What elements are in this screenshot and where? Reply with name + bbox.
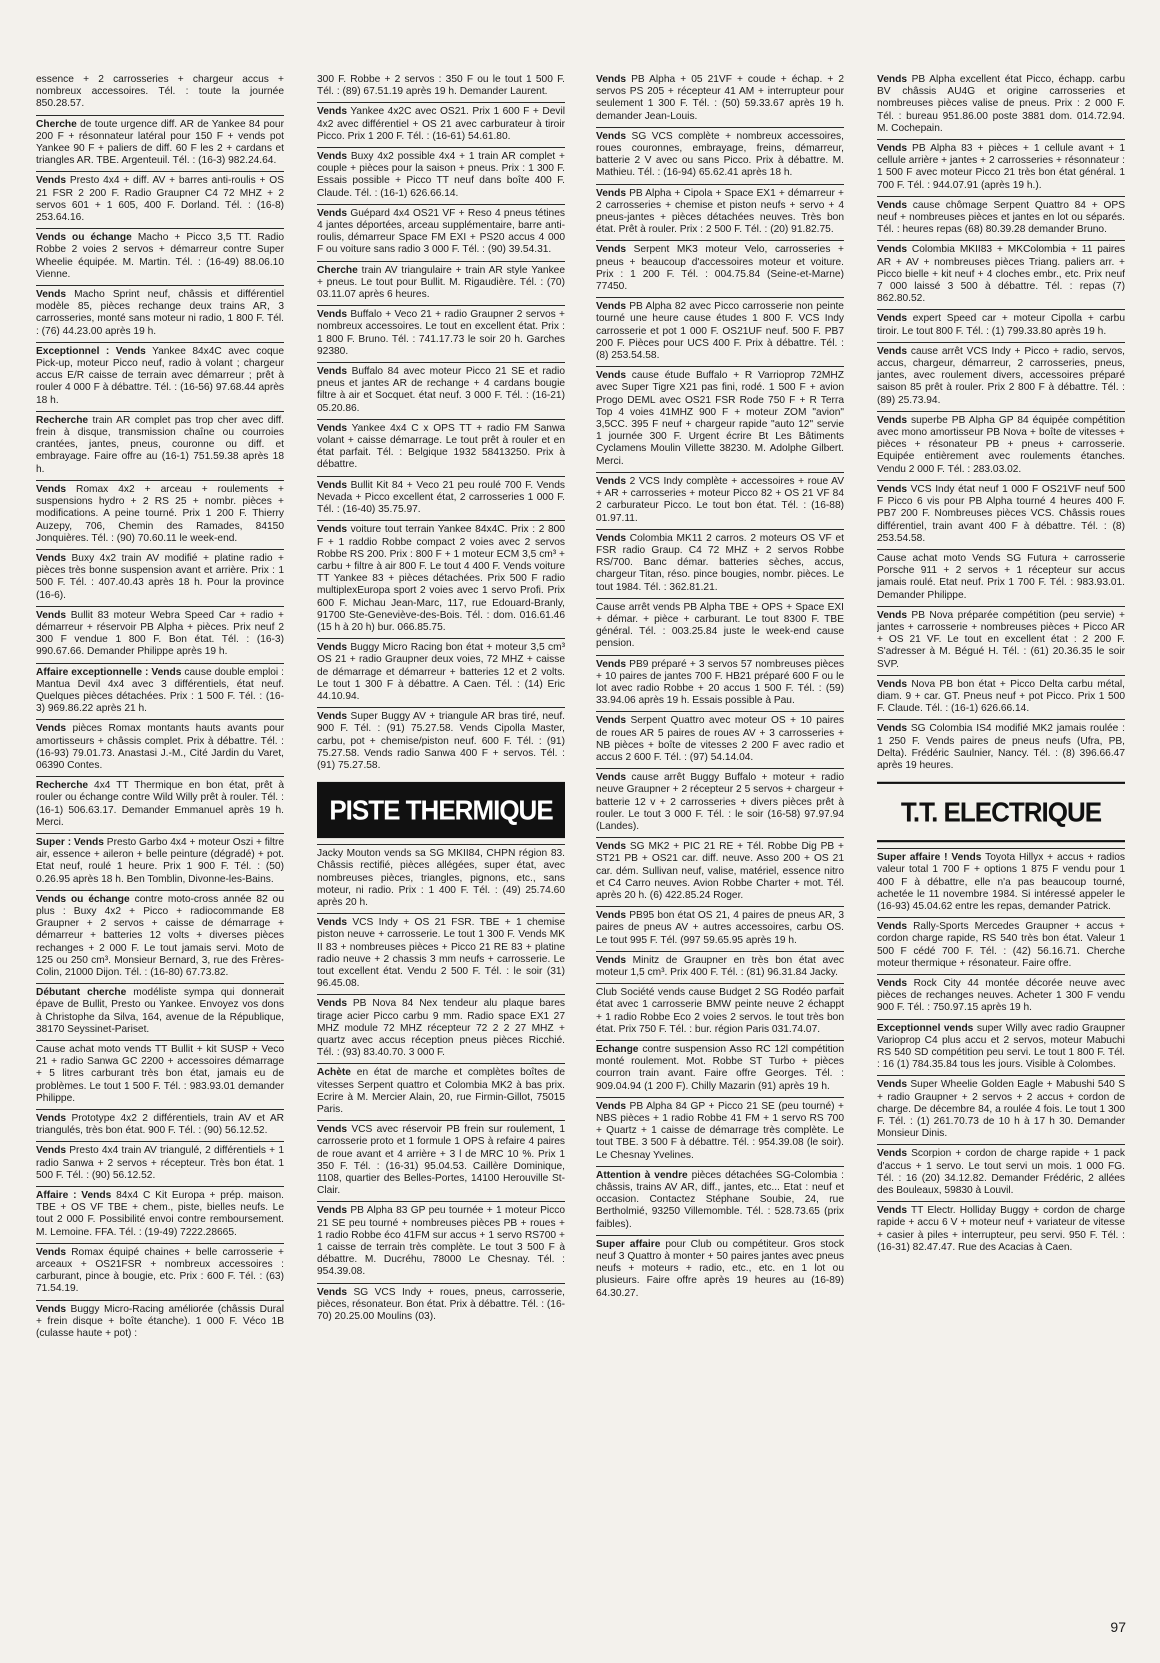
ad-lead: Vends: [317, 998, 348, 1010]
ad-text: train AV triangulaire + train AR style Yankee + pneus. Le tout pour Bullit. M. Rigaudière. Tél. : (70) 03.11.07 après 6 heures.: [317, 264, 565, 301]
page-number: 97: [1110, 1619, 1126, 1635]
ad-text: Buggy Micro Racing bon état + moteur 3,5 cm³ OS 21 + radio Graupner deux voies, 72 MHZ + caisse de démarrage et démarreur + batteries 12 et 2 volts. Le tout 1 300 F à débattre. A Caen. Tél. : (14) Eric 44.10.94.: [317, 642, 565, 702]
ad-lead: Vends: [317, 1286, 348, 1298]
classified-ad: [36, 228, 284, 285]
ad-lead: Vends: [596, 187, 627, 199]
classified-ad: [36, 1109, 284, 1141]
classified-ad: [317, 1120, 565, 1201]
ad-text: super Willy avec radio Graupner Varioprop C4 plus accu et 2 servos, moteur Mabuchi RS 540 SD compétition peu servi. Le tout 1 800 F. Tél. : 16 (1) 784.35.84 tous les jours. Visible à Colombes.: [877, 1022, 1125, 1071]
classified-ad: [36, 549, 284, 606]
classified-ad: [596, 184, 844, 241]
ad-text: modéliste sympa qui donnerait épave de Bullit, Presto ou Yankee. Envoyez vos dons à Christophe da Silva, 164, avenue de la République, 38170 Seyssinet-Pariset.: [36, 987, 284, 1035]
classified-ad: [596, 598, 844, 655]
ad-lead: Vends ou échange: [36, 893, 130, 905]
ad-lead: Vends: [877, 414, 908, 426]
ad-text: 300 F. Robbe + 2 servos : 350 F ou le tout 1 500 F. Tél. : (89) 67.51.19 après 19 h. Demander Laurent.: [317, 74, 565, 98]
classified-ad: [877, 848, 1125, 917]
ad-text: Yankee 4x4 C x OPS TT + radio FM Sanwa volant + caisse démarrage. Le tout prêt à rouler et en état parfait. Tél. : Belgique 1932 58413250. Prix à débattre.: [317, 422, 565, 471]
ad-lead: Vends: [877, 1148, 908, 1160]
classified-ad: [36, 776, 284, 833]
classified-ad: [317, 844, 565, 913]
ad-lead: Recherche: [36, 414, 89, 426]
ad-lead: Exceptionnel vends: [877, 1022, 974, 1034]
ad-text: PB Alpha 82 avec Picco carrosserie non peinte tourné une heure cause études 1 800 F. VCS Indy carrosserie et pot 1 000 F. OS21UF neuf. 500 F. PB7 200 F. Pièces pour UCS 400 F. Prix à débattre. Tél. : (8) 253.54.58.: [596, 301, 844, 362]
ad-lead: Vends: [596, 532, 627, 544]
ad-lead: Super affaire ! Vends: [877, 852, 982, 864]
classified-ad: [317, 994, 565, 1063]
classified-ad: [877, 480, 1125, 549]
ad-text: Super Buggy AV + triangule AR bras tiré, neuf. 900 F. Tél. : (91) 75.27.58. Vends Cipolla Master, carbu, pot + chemise/piston neuf. 600 F. Tél. : (91) 75.27.58. Vends radio Sanwa 400 F + servos. Tél. : (91) 75.27.58.: [317, 711, 565, 771]
ad-lead: Vends: [317, 479, 348, 491]
ad-text: Romax équipé chaines + belle carrosserie + arceaux + OS21FSR + nombreux accessoires : carburant, pince à bougie, etc. Prix : 600 F. Tél. : (63) 71.54.19.: [36, 1246, 284, 1295]
classified-ad: [596, 951, 844, 983]
ad-text: essence + 2 carrosseries + chargeur accus + nombreux accessoires. Tél. : toute la journée 850.28.57.: [36, 74, 284, 110]
ad-text: en état de marche et complètes boîtes de vitesses Serpent quattro et Colombia MK2 à bas prix. Ecrire à M. Mercier Alain, 20, rue Firmin-Gillot, 75015 Paris.: [317, 1067, 565, 1116]
ad-lead: Cherche: [36, 118, 77, 130]
ad-lead: Vends: [596, 475, 627, 487]
ad-lead: Vends: [317, 151, 348, 163]
classified-ad: [36, 1040, 284, 1109]
ad-text: pièces Romax montants hauts avants pour amortisseurs + châssis complet. Prix à débattre. Tél. : (16-93) 79.01.73. Anastasi J.-M., Cité Jardin du Varet, 06390 Contes.: [36, 723, 284, 771]
classified-ad: [877, 719, 1125, 776]
ad-text: PB Nova 84 Nex tendeur alu plaque bares tirage acier Picco carbu 9 mm. Radio space EX1 27 MHZ module 72 MHZ récepteur 72 2 2 27 MHZ + quartz avec accus réception pneus pièces Ricchié. Tél. : (93) 83.40.70. 3 000 F.: [317, 998, 565, 1059]
ad-lead: Vends: [36, 552, 67, 564]
classified-ad: [877, 309, 1125, 341]
ad-text: Cause achat moto vends TT Bullit + kit SUSP + Veco 21 + radio Sanwa GC 2200 + accessoires démarrage + 5 litres carburant très bon état, jamais eu de problèmes. Le tout 1 500 F. Tél. : 983.93.01 demander Philippe.: [36, 1044, 284, 1104]
classified-ad: [596, 1235, 844, 1304]
classified-ad: [317, 362, 565, 419]
ad-text: expert Speed car + moteur Cipolla + carbu tiroir. Le tout 800 F. Tél. : (1) 799.33.80 après 19 h.: [877, 313, 1125, 337]
classified-ad: [877, 411, 1125, 480]
ad-text: pièces détachées SG-Colombia : châssis, trains AV AR, diff., jantes, etc... Etat : neuf et occasion. Contactez Stéphane Soubie, 24, rue Bertholmié, 93250 Villemomble. Tél. : 528.73.65 (prix faibles).: [596, 1169, 844, 1230]
classified-ad: [36, 983, 284, 1040]
ad-text: train AR complet pas trop cher avec diff. frein à disque, transmission chaîne ou courroies crantées, jantes, pneus, couronne ou diff. et embrayage. Faire offre au (16-1) 751.59.38 après 18 h.: [36, 414, 284, 475]
ad-lead: Vends: [877, 609, 908, 621]
ad-lead: Vends ou échange: [36, 232, 132, 244]
ad-text: Yankee 84x4C avec coque Pick-up, moteur Picco neuf, radio à volant ; chargeur accus E/R caisse de terrain avec démarreur ; prêt à rouler 4 000 F à débattre. Tél. : (16-56) 97.68.44 après 18 h.: [36, 345, 284, 406]
ad-lead: Vends: [36, 609, 67, 621]
classified-ad: [596, 297, 844, 366]
ad-text: Super Wheelie Golden Eagle + Mabushi 540 S + radio Graupner + 2 servos + 2 accus + cordon de charge. De décembre 84, a roulée 4 fois. Le tout 1 300 F. Tél. : (1) 261.70.73 de 10 h à 17 h 30. Demander Monsieur Dinis.: [877, 1079, 1125, 1140]
classified-ad: [596, 711, 844, 768]
ad-text: Toyota Hillyx + accus + radios valeur total 1 700 F + options 1 875 F vendu pour 1 400 F à débattre, elle n'a pas beaucoup tourné, achetée le 11 novembre 1984. Si intéressé appeler le (16-93) 45.04.62 entre les repas, demander Patrick.: [877, 852, 1125, 912]
classified-ad: [317, 707, 565, 776]
ad-text: cause étude Buffalo + R Varrioprop 72MHZ avec Super Tigre X21 pas fini, rodé. 1 500 F + avion Progo DEML avec OS21 FSR Rode 750 F + R Terra Top 4 voies 41MHZ 900 F + moteur ZOM "avion" 3,5CC. 395 F neuf + chargeur rapide "auto 12" servie 1 journée 300 F. Urgent écrire Bt Les Bâtiments Cyclamens Moulin Villette 38230. M. Adolphe Gilbert. Merci.: [596, 370, 844, 467]
classified-ad: [596, 472, 844, 529]
classified-ad: [877, 240, 1125, 309]
ad-lead: Achète: [317, 1067, 351, 1079]
classified-ad: [596, 906, 844, 951]
classified-ad: [36, 719, 284, 776]
ad-lead: Recherche: [36, 780, 89, 792]
classified-ad: [596, 837, 844, 906]
ad-text: cause arrêt Buggy Buffalo + moteur + radio neuve Graupner + 2 récepteur 2 5 servos + chargeur + batterie 12 v + 2 carrosseries + divers pièces prêt à rouler. Le tout 3 000 F. Tél. : le soir (16-58) 97.97.94 (Landes).: [596, 772, 844, 832]
ad-lead: Vends: [596, 74, 627, 85]
ad-text: PB9 préparé + 3 servos 57 nombreuses pièces + 10 paires de jantes 700 F. HB21 préparé 600 F ou le lot avec radio Robbe + 20 accus 1 500 F. Tél. : (59) 33.94.06 après 19 h. Essais possible à Pau.: [596, 658, 844, 707]
classified-ad: [317, 1283, 565, 1328]
ad-text: Serpent MK3 moteur Velo, carrosseries + pneus + beaucoup d'accessoires moteur et voiture. Prix : 1 200 F. Tél. : 004.75.84 (Seine-et-Marne) 77450.: [596, 244, 844, 293]
ad-lead: Vends: [596, 1100, 627, 1112]
ad-lead: Vends: [317, 524, 348, 536]
ad-text: SG MK2 + PIC 21 RE + Tél. Robbe Dig PB + ST21 PB + OS21 car. diff. neuve. Asso 200 + OS 21 car. dém. Sullivan neuf, valise, matériel, essence nitro et C4 Carro neuves. Avion Robbe Charter + mot. Tél. après 20 h. (6) 422.85.24 Roger.: [596, 841, 844, 901]
ad-text: Buxy 4x2 train AV modifié + platine radio + pièces très bonne suspension avant et arrière. Prix : 1 500 F. Tél. : 407.40.43 après 18 h. Pour la province (16-6).: [36, 552, 284, 601]
classified-ad: [36, 1243, 284, 1300]
ad-lead: Vends: [317, 917, 348, 929]
ad-lead: Vends: [317, 366, 348, 378]
classified-ad: [317, 261, 565, 306]
ad-text: Minitz de Graupner en très bon état avec moteur 1,5 cm³. Prix 400 F. Tél. : (81) 96.31.84 Jacky.: [596, 954, 844, 978]
ad-text: Yankee 4x2C avec OS21. Prix 1 600 F + Devil 4x2 avec différentiel + OS 21 avec carburateur à tiroir Picco. Prix 1 200 F. Tél. : (16-61) 54.61.80.: [317, 106, 565, 142]
ad-text: Buxy 4x2 possible 4x4 + 1 train AR complet + couple + pièces pour la saison + pneus. Prix : 1 300 F. Essais possible + Picco TT neuf dans boîte 400 F. Claude. Tél. : (16-1) 626.66.14.: [317, 151, 565, 199]
ad-lead: Vends: [877, 199, 908, 211]
ad-text: 4x4 TT Thermique en bon état, prêt à rouler ou échange contre Wild Willy prêt à rouler. Tél. : (16-1) 506.63.17. Demander Emmanuel après 19 h. Merci.: [36, 780, 284, 828]
classified-ad: [36, 1300, 284, 1345]
ad-text: cause arrêt VCS Indy + Picco + radio, servos, accus, chargeur, démarreur, 2 carrosseries, pneus, jantes, avec roulement divers, accessoires préparé saison 85 prêt à rouler. Prix 2 800 F à débattre. Tél. : (89) 25.73.94.: [877, 345, 1125, 406]
column-3: [596, 74, 844, 1634]
ad-text: Bullit 83 moteur Webra Speed Car + radio + démarreur + réservoir PB Alpha + pièces. Prix neuf 2 300 F vendue 1 800 F. Bon état. Tél. : (16-3) 990.67.66. Demander Philippe après 19 h.: [36, 609, 284, 658]
ad-text: PB Alpha + 05 21VF + coude + échap. + 2 servos PS 205 + récepteur 41 AM + interrupteur pour seulement 1 300 F. Tél. : (50) 59.33.67 après 19 h. demander Jean-Louis.: [596, 74, 844, 122]
classified-ad: [317, 305, 565, 362]
ad-text: 2 VCS Indy complète + accessoires + roue AV + AR + carrosseries + moteur Picco 82 + OS 21 VF 84 2 carburateur Picco. Le tout bon état. Tél. : (16-88) 01.97.11.: [596, 475, 844, 524]
ad-text: PB Alpha + Cipola + Space EX1 + démarreur + 2 carrosseries + chemise et piston neufs + servo + 4 pneus-jantes + pièces détachées neuves. Très bon état. Prêt à rouler. Prix : 2 500 F. Tél. : (20) 91.82.75.: [596, 187, 844, 236]
ad-text: Club Société vends cause Budget 2 SG Rodéo parfait état avec 1 carrosserie BMW peinte neuve 2 échappt + 1 radio Robbe Eco 2 voies 2 servos. le tout très bon état. Prix 750 F. Tél. : bur. région Paris 031.74.07.: [596, 987, 844, 1035]
classified-ad: [596, 127, 844, 184]
classified-ad: [36, 285, 284, 342]
ad-text: SG Colombia IS4 modifié MK2 jamais roulée : 1 250 F. Vends paires de pneus neufs (Ufra, PB, Delta). Frédéric Saulnier, Nancy. Tél. : (8) 396.66.47 après 19 heures.: [877, 723, 1125, 771]
classified-ad: [317, 1063, 565, 1120]
ad-lead: Vends: [877, 977, 908, 989]
ad-text: cause chômage Serpent Quattro 84 + OPS neuf + nombreuses pièces et jantes en lot ou séparés. Tél. : heures repas (68) 80.39.28 demander Bruno.: [877, 199, 1125, 236]
classified-ad: [877, 1144, 1125, 1201]
ad-lead: Vends: [596, 841, 627, 853]
ad-lead: Vends: [877, 313, 908, 325]
classified-ad: [877, 74, 1125, 139]
ad-text: Jacky Mouton vends sa SG MKII84, CHPN région 83. Châssis rectifié, pièces allégées, super état, avec nombreuses pièces, triangles, pignons, etc., sans moteur, ni radio. Prix : 1 400 F. Tél. : (49) 25.74.60 après 20 h.: [317, 848, 565, 908]
ad-lead: Vends: [36, 175, 67, 187]
ad-text: Presto Garbo 4x4 + moteur Oszi + filtre air, essence + aileron + belle peinture (dégradé) + pot. Etat neuf, roulé 1 heure. Prix 1 900 F. Tél. : (50) 0.26.95 après 18 h. Ben Tomblin, Divonne-les-Bains.: [36, 836, 284, 885]
classified-ad: [36, 115, 284, 172]
ad-lead: Vends: [596, 130, 627, 142]
ad-lead: Affaire exceptionnelle : Vends: [36, 666, 182, 678]
ad-lead: Vends: [317, 1124, 348, 1136]
ad-lead: Vends: [36, 723, 67, 735]
ad-lead: Vends: [317, 207, 348, 219]
classified-ad: [36, 411, 284, 480]
classified-ad: [317, 419, 565, 476]
classified-ad: [596, 655, 844, 712]
ad-lead: Vends: [877, 74, 908, 85]
classified-ad: [596, 1166, 844, 1235]
ad-lead: Vends: [596, 954, 627, 966]
classified-ad: [36, 480, 284, 549]
classified-ad: [317, 476, 565, 521]
ad-text: PB95 bon état OS 21, 4 paires de pneus AR, 3 paires de pneus AV + autres accessoires, carbu OS. Le tout 995 F. Tél. (997 59.65.95 après 19 h.: [596, 910, 844, 946]
ad-text: Colombia MK11 2 carros. 2 moteurs OS VF et FSR radio Graup. C4 72 MHZ + 2 servos Robbe RS/700. Banc démar. batteries sèches, accus, chargeur Titan, réso. pince bougies, nombr. pièces. Le tout 1984. Tél. : 362.81.21.: [596, 532, 844, 593]
ad-lead: Vends: [596, 772, 627, 784]
classified-ad: [317, 204, 565, 261]
ad-text: superbe PB Alpha GP 84 équipée compétition avec mono amortisseur PB Nova + boîte de vitesses + pièces + résonateur PB + pneus + carrosserie. Equipée entièrement avec roulements étanches. Vendu 2 000 F. Tél. : 283.03.02.: [877, 414, 1125, 475]
ad-text: PB Alpha 83 GP peu tournée + 1 moteur Picco 21 SE peu tourné + nombreuses pièces PB + roues + 1 radio Robbe éco 41FM sur accus + 1 servo RS700 + 1 caisse de terrain très complète. Le tout 3 500 F à débattre. M. Ducréhu, 78000 Le Chesnay. Tél. : 954.39.08.: [317, 1205, 565, 1278]
ad-lead: Vends: [317, 711, 348, 723]
ad-lead: Vends: [877, 345, 908, 357]
classified-ad: [317, 913, 565, 994]
ad-lead: Vends: [36, 289, 67, 301]
ad-text: VCS Indy + OS 21 FSR. TBE + 1 chemise piston neuve + carrosserie. Le tout 1 300 F. Vends MK II 83 + nombreuses pièces + Picco 21 RE 83 + platine radio neuve + 2 chassis 3 mm neufs + carrosserie. Le tout excellent état. Vendu 2 500 F. Tél. : le soir (31) 96.45.08.: [317, 917, 565, 990]
ad-text: Macho Sprint neuf, châssis et différentiel modèle 85, pièces rechange deux trains AR, 3 carrosseries, monté sans moteur ni radio, 1 800 F. Tél. : (76) 44.23.00 après 19 h.: [36, 289, 284, 337]
ad-text: Rally-Sports Mercedes Graupner + accus + cordon charge rapide, RS 540 très bon état. Valeur 1 500 F cédé 700 F. Tél. : (42) 56.16.71. Cherche moteur thermique + résonateur. Faire offre.: [877, 921, 1125, 969]
ad-text: TT Electr. Holliday Buggy + cordon de charge rapide + accu 6 V + moteur neuf + variateur de vitesse + casier à piles + interrupteur, peu servi. 950 F. Tél. : (16-31) 82.47.47. Rue des Acacias à Caen.: [877, 1205, 1125, 1253]
classified-ad: [36, 663, 284, 720]
classified-ad: [877, 549, 1125, 606]
classified-ad: [596, 529, 844, 598]
ad-text: voiture tout terrain Yankee 84x4C. Prix : 2 800 F + 1 raddio Robbe compact 2 voies avec 2 servos Robbe RS 200. Prix : 800 F + 1 moteur ECM 3,5 cm³ + carbu + filtre à air 800 F. Le tout 4 400 F. Vends voiture TT Yankee 83 + pièces détachées. Prix 500 F radio multiplexEuropa sport 2 voies avec 1 servo Profi. Prix 600 F. Michau Jean-Marc, 117, rue Edouard-Branly, 91700 Ste-Geneviève-des-Bois. Tél. : dom. 016.61.46 (15 h à 20 h) bur. 066.85.75.: [317, 524, 565, 633]
ad-lead: Vends: [596, 715, 627, 727]
classified-ad: [596, 366, 844, 472]
ad-lead: Vends: [36, 1113, 67, 1125]
ad-text: Rock City 44 montée décorée neuve avec pièces de rechanges neuves. Acheter 1 300 F vendu 900 F. Tél. : 750.97.15 après 19 h.: [877, 977, 1125, 1014]
classified-ad: [36, 833, 284, 890]
ad-text: Prototype 4x2 2 différentiels, train AV et AR triangulés, très bon état. 900 F. Tél. : (90) 56.12.52.: [36, 1113, 284, 1137]
ad-lead: Vends: [877, 678, 908, 690]
ad-text: Colombia MKII83 + MKColombia + 11 paires AR + AV + nombreuses pièces Triang. paliers arr. + Picco bielle + kit neuf + 4 cloches embr., etc. Prix neuf 7 000 laissé 3 500 à débattre. Tél. : repas (7) 862.80.52.: [877, 244, 1125, 305]
ad-lead: Attention à vendre: [596, 1169, 688, 1181]
ad-lead: Vends: [317, 309, 348, 321]
classified-ad: [596, 768, 844, 837]
column-1: [36, 74, 284, 1634]
classified-ad: [877, 974, 1125, 1019]
ad-text: Buffalo 84 avec moteur Picco 21 SE et radio pneus et jantes AR de rechange + 4 cardans bougie filtre à air et Socquet. état neuf. 3 000 F. Tél. : (16-21) 05.20.86.: [317, 366, 565, 414]
ad-lead: Echange: [596, 1044, 639, 1056]
ad-text: Cause arrêt vends PB Alpha TBE + OPS + Space EXI + démar. + pièce + carburant. Le tout 8300 F. TBE général. Tél. : 003.25.84 juste le week-end cause pension.: [596, 601, 844, 650]
ad-lead: Vends: [877, 1205, 908, 1217]
ad-text: VCS avec réservoir PB frein sur roulement, 1 carrosserie proto et 1 formule 1 OPS à refaire 4 paires de roue avant et 4 arrière + 3 l de MRC 10 %. Prix 1 350 F. Tél. : (16-31) 95.04.53. Caillère Dominique, 1108, quartier des Belles-Portes, 14100 Herouville St-Clair.: [317, 1124, 565, 1197]
ad-lead: Vends: [317, 1205, 348, 1217]
ad-text: PB Nova préparée compétition (peu servie) + jantes + carrosserie + nombreuses pièces + Picco AR + OS 21 VF. Le tout en excellent état : 2 200 F. S'adresser à M. Bégué H. Tél. : (61) 20.36.35 le soir SVP.: [877, 609, 1125, 670]
ad-lead: Super affaire: [596, 1238, 661, 1250]
classified-ad: [317, 520, 565, 638]
ad-lead: Vends: [596, 244, 627, 256]
classified-ad: [36, 606, 284, 663]
ad-text: Bullit Kit 84 + Veco 21 peu roulé 700 F. Vends Nevada + Picco excellent état, 2 carrosseries 1 000 F. Tél. : (16-40) 35.75.97.: [317, 479, 565, 516]
ad-lead: Vends: [877, 1079, 908, 1091]
classified-ad: [596, 983, 844, 1040]
ad-lead: Affaire : Vends: [36, 1190, 112, 1202]
ad-text: cause double emploi : Mantua Devil 4x4 avec 3 différentiels, état neuf. Quelques pièces détachées. Prix : 1 500 F. Tél. : (16-3) 969.86.22 après 21 h.: [36, 666, 284, 715]
ad-text: Cause achat moto Vends SG Futura + carrosserie Porsche 911 + 2 servos + 1 récepteur sur accus jamais roulé. Etat neuf. Prix 1 700 F. Tél. : 983.93.01. Demander Philippe.: [877, 552, 1125, 601]
ad-text: contre moto-cross année 82 ou plus : Buxy 4x2 + Picco + radiocommande E8 Graupner + 2 servos + caisse de démarrage + démarreur + batteries 12 volts + diverses pièces rechanges + 2 000 F. Le tout jamais servi. Moto de 125 ou 250 cm³. Monsieur Bernard, 3, rue des Frères-Colin, 21000 Dijon. Tél. : (16-80) 67.73.82.: [36, 893, 284, 978]
classified-ad: [877, 196, 1125, 241]
classified-ad: [36, 1186, 284, 1243]
section-heading-tt-electrique: T.T. ELECTRIQUE: [877, 782, 1125, 842]
ad-text: Romax 4x2 + arceau + roulements + suspensions hydro + 2 RS 25 + nombr. pièces + modifications. A peine tourné. Prix 1 200 F. Thierry Auzepy, 706, Chemin des Ramades, 84150 Jonquières. Tél. : (90) 70.60.11 le week-end.: [36, 483, 284, 544]
classified-ad: [877, 1019, 1125, 1076]
ad-text: 84x4 C Kit Europa + prép. maison. TBE + OS VF TBE + chem., piste, bielles neufs. Le tout 2 000 F. Possibilité envoi contre remboursement. M. Lemoine. FFA. Tél. : (19-49) 7222.28665.: [36, 1190, 284, 1238]
ad-text: Scorpion + cordon de charge rapide + 1 pack d'accus + 1 servo. Le tout servi un mois. 1 000 FG. Tél. : 16 (20) 34.12.82. Demander Frédéric, 2 allées des Bouleaux, 59830 à Louvil.: [877, 1148, 1125, 1197]
ad-lead: Vends: [596, 301, 627, 313]
classified-ad: [596, 74, 844, 127]
classified-ad: [596, 240, 844, 297]
ad-text: de toute urgence diff. AR de Yankee 84 pour 200 F + résonnateur latéral pour 150 F + vends pot Yankee 90 F + paliers de diff. 60 F les 2 + cardans et triangles AR. TBE. Argenteuil. Tél. : (16-3) 982.24.64.: [36, 118, 284, 167]
ad-text: PB Alpha excellent état Picco, échapp. carbu BV châssis AU4G et origine carrosseries et nombreuses pièces valise de pneus. Prix : 2 000 F. Tél. : bureau 951.86.00 poste 3881 dom. 014.72.94. M. Cochepain.: [877, 74, 1125, 134]
ad-lead: Vends: [317, 642, 348, 654]
ad-text: SG VCS complète + nombreux accessoires, roues couronnes, embrayage, freins, démarreur, batterie 2 V avec ou sans Picco. Prix à débattre. M. Mathieu. Tél. : (16-94) 65.62.41 après 18 h.: [596, 130, 844, 179]
ad-lead: Exceptionnel : Vends: [36, 345, 146, 357]
classified-ad: [36, 342, 284, 411]
ad-text: Macho + Picco 3,5 TT. Radio Robbe 2 voies 2 servos + démarreur contre Super Wheelie équipée. M. Martin. Tél. : (16-49) 88.06.10 Vienne.: [36, 232, 284, 280]
ad-text: PB Alpha 84 GP + Picco 21 SE (peu tourné) + NBS pièces + 1 radio Robbe 41 FM + 1 servo RS 700 + Quartz + 1 caisse de démarrage très complète. Le tout TBE. 3 500 F à débattre. Tél. : 954.39.08 (le soir). Le Chesnay Yvelines.: [596, 1100, 844, 1161]
classified-ad: [36, 171, 284, 228]
ad-text: PB Alpha 83 + pièces + 1 cellule avant + 1 cellule arrière + jantes + 2 carrosseries + résonnateur : 1 500 F avec moteur Picco 21 très bon état général. 1 700 F. Tél. : 944.07.91 (après 19 h.).: [877, 143, 1125, 191]
classified-ad: [877, 342, 1125, 411]
ad-lead: Vends: [317, 422, 348, 434]
ad-text: Presto 4x4 train AV triangulé, 2 différentiels + 1 radio Sanwa + 2 servos + récepteur. Très bon état. 1 500 F. Tél. : (90) 56.12.52.: [36, 1145, 284, 1181]
ad-lead: Vends: [877, 921, 908, 933]
column-4: [877, 74, 1125, 1594]
ad-lead: Vends: [596, 910, 627, 922]
ad-text: Buffalo + Veco 21 + radio Graupner 2 servos + nombreux accessoires. Le tout en excellent état. Prix : 1 800 F. Bruno. Tél. : 741.17.73 le soir 20 h. Garches 92380.: [317, 309, 565, 357]
column-2: [317, 74, 565, 1634]
ad-text: contre suspension Asso RC 12l compétition monté roulement. Mot. Robbe ST Turbo + pièces courron train avant. Faire offre Georges. Tél. : 909.04.94 (1 200 F). Chilly Mazarin (91) après 19 h.: [596, 1044, 844, 1092]
ad-lead: Vends: [877, 483, 908, 495]
ad-lead: Vends: [36, 1145, 67, 1157]
classified-ad: [317, 74, 565, 102]
classified-ad: [36, 74, 284, 115]
section-heading-piste-thermique: PISTE THERMIQUE: [317, 782, 565, 838]
ad-text: VCS Indy état neuf 1 000 F OS21VF neuf 500 F Picco 6 vis pour PB Alpha tourné 4 heures 400 F. PB7 200 F. Nombreuses pièces VCS. Châssis roues différentiel, train avant 400 F à débattre. Tél. : (8) 253.54.58.: [877, 483, 1125, 544]
classified-ad: [877, 606, 1125, 675]
ad-text: Serpent Quattro avec moteur OS + 10 paires de roues AR 5 paires de roues AV + 3 carrosseries + NB pièces + boîte de vitesses 2 200 F avec radio et accus 2 600 F. Tél. : (97) 54.14.04.: [596, 715, 844, 763]
classified-ad: [877, 1201, 1125, 1258]
ad-text: Presto 4x4 + diff. AV + barres anti-roulis + OS 21 FSR 2 200 F. Radio Graupner C4 72 MHZ + 2 servos 601 + 1 605, 400 F. Dorland. Tél. : (16-8) 253.64.16.: [36, 175, 284, 224]
classified-ad: [596, 1097, 844, 1166]
classified-ad: [877, 675, 1125, 720]
classified-ad: [877, 917, 1125, 974]
ad-lead: Cherche: [317, 264, 358, 276]
ad-text: SG VCS Indy + roues, pneus, carrosserie, pièces, résonateur. Bon état. Prix à débattre. Tél. : (16-70) 20.25.00 Moulins (03).: [317, 1286, 565, 1323]
ad-text: Guépard 4x4 OS21 VF + Reso 4 pneus tétines 4 jantes déportées, arceau supplémentaire, barre anti-roulis, démarreur Space FM EXI + PS20 accus 4 000 F ou voiture sans radio 3 000 F. Tél. : (90) 39.54.31.: [317, 207, 565, 256]
ad-lead: Débutant cherche: [36, 987, 127, 999]
ad-lead: Vends: [877, 244, 908, 256]
classified-ad: [317, 638, 565, 707]
ad-lead: Vends: [877, 723, 908, 735]
classified-ad: [317, 147, 565, 204]
ad-lead: Vends: [877, 143, 908, 155]
classified-ad: [317, 1201, 565, 1282]
ad-text: Buggy Micro-Racing améliorée (châssis Dural + frein disque + boîte étanche). 1 000 F. Véco 1B (culasse haute + pot) :: [36, 1303, 284, 1340]
ad-lead: Vends: [36, 483, 67, 495]
ad-text: pour Club ou compétiteur. Gros stock neuf 3 Quattro à monter + 50 paires jantes avec pneus neufs + moteurs + radio, etc., etc. en 1 lot ou plusieurs. Faire offre après 19 heures au (16-89) 64.30.27.: [596, 1238, 844, 1299]
ad-lead: Vends: [36, 1246, 67, 1258]
ad-lead: Vends: [596, 658, 627, 670]
ad-lead: Vends: [317, 106, 348, 118]
classified-ad: [877, 1075, 1125, 1144]
ad-lead: Vends: [596, 370, 627, 382]
ad-lead: Super : Vends: [36, 836, 104, 848]
classified-ad: [36, 1141, 284, 1186]
classified-ad: [317, 102, 565, 147]
ad-text: Nova PB bon état + Picco Delta carbu métal, diam. 9 + car. GT. Pneus neuf + pot Picco. Prix 1 500 F. Claude. Tél. : (16-1) 626.66.14.: [877, 678, 1125, 715]
classified-ad: [877, 139, 1125, 196]
ad-lead: Vends: [36, 1303, 67, 1315]
classified-ad: [596, 1040, 844, 1097]
classified-ad: [36, 890, 284, 983]
